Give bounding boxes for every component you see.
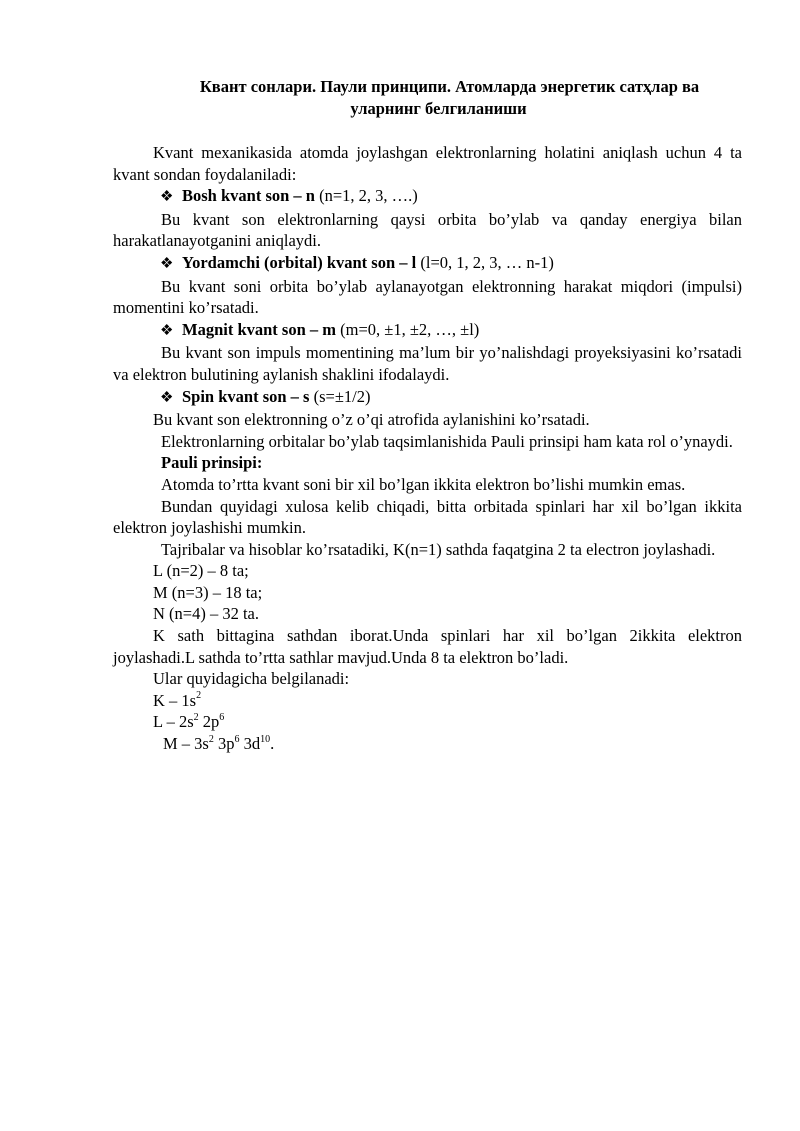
- notation-m-prefix: M – 3s: [163, 734, 209, 754]
- notation-l-p: 2p: [198, 712, 220, 732]
- quantum-number-name: Bosh kvant son – n: [182, 186, 315, 206]
- quantum-number-name: Spin kvant son – s: [182, 386, 310, 406]
- level-line-m: M (n=3) – 18 ta;: [153, 582, 263, 602]
- notation-k: [113, 690, 742, 712]
- notation-m-d: 3d: [239, 734, 261, 754]
- notation-m-exp-p: 6: [234, 733, 240, 745]
- quantum-number-name: Yordamchi (orbital) kvant son – l: [182, 252, 417, 272]
- notation-l: [113, 711, 742, 733]
- title-line-2: уларнинг белгиланиши: [350, 99, 527, 118]
- notation-m-exp-d: 10: [260, 733, 271, 745]
- quantum-number-desc-l: Bu kvant soni orbita bo’ylab aylanayotgan elektronning harakat miqdori (impulsi) momentini ko’rsatadi.: [113, 276, 742, 318]
- title-line-1: Квант сонлари. Паули принципи. Атомларда энергетик сатҳлар ва: [199, 77, 700, 96]
- quantum-number-heading-n: [113, 185, 742, 209]
- pauli-text-paragraph: Atomda to’rtta kvant soni bir xil bo’lgan ikkita elektron bo’lishi mumkin emas.: [161, 474, 686, 494]
- level-line-n: N (n=4) – 32 ta.: [153, 604, 259, 624]
- quantum-number-heading-s: [113, 386, 742, 410]
- page-title: [113, 76, 742, 120]
- notation-intro: Ular quyidagicha belgilanadi:: [153, 669, 350, 689]
- quantum-number-heading-m: [113, 319, 742, 343]
- notation-l-exp-s: 2: [193, 711, 199, 723]
- notation-m-p: 3p: [213, 734, 235, 754]
- quantum-number-range: (l=0, 1, 2, 3, … n-1): [416, 252, 554, 272]
- pauli-heading: [113, 452, 742, 474]
- quantum-number-desc-n: Bu kvant son elektronlarning qaysi orbita bo’ylab va qanday energiya bilan harakatlanayotganini aniqlaydi.: [113, 209, 742, 251]
- quantum-number-range: (n=1, 2, 3, ….): [314, 186, 418, 206]
- notation-k-prefix: K – 1s: [153, 690, 197, 710]
- conclusion-paragraph: Bundan quyidagi xulosa kelib chiqadi, bitta orbitada spinlari har xil bo’lgan ikkita elektron joylashishi mumkin.: [113, 496, 742, 538]
- diamond-bullet-icon: ❖: [160, 389, 174, 406]
- quantum-number-name: Magnit kvant son – m: [182, 319, 337, 339]
- pauli-intro-paragraph: Elektronlarning orbitalar bo’ylab taqsimlanishida Pauli prinsipi ham kata rol o’ynaydi.: [161, 431, 733, 451]
- level-line-l: L (n=2) – 8 ta;: [153, 561, 249, 581]
- document-body: [113, 142, 742, 755]
- intro-paragraph: Kvant mexanikasida atomda joylashgan elektronlarning holatini aniqlash uchun 4 ta kvant sondan foydalaniladi:: [113, 143, 742, 184]
- quantum-number-range: (s=±1/2): [309, 386, 371, 406]
- pauli-heading-text: Pauli prinsipi:: [161, 453, 263, 473]
- quantum-number-range: (m=0, ±1, ±2, …, ±l): [336, 319, 480, 339]
- quantum-number-heading-l: [113, 252, 742, 276]
- notation-l-prefix: L – 2s: [153, 712, 194, 732]
- k-level-paragraph: K sath bittagina sathdan iborat.Unda spinlari har xil bo’lgan 2ikkita elektron joylashadi.L sathda to’rtta sathlar mavjud.Unda 8 ta elektron bo’ladi.: [113, 626, 742, 667]
- notation-m-exp-s: 2: [208, 733, 214, 745]
- quantum-number-desc-m: Bu kvant son impuls momentining ma’lum bir yo’nalishdagi proyeksiyasini ko’rsatadi va elektron bulutining aylanish shaklini ifodalaydi.: [113, 343, 742, 384]
- notation-l-exp-p: 6: [219, 711, 225, 723]
- notation-m: [113, 733, 742, 755]
- quantum-number-desc-s: Bu kvant son elektronning o’z o’qi atrofida aylanishini ko’rsatadi.: [153, 410, 590, 430]
- diamond-bullet-icon: ❖: [160, 189, 174, 206]
- notation-m-suffix: .: [270, 734, 275, 754]
- notation-k-exp: 2: [196, 690, 202, 702]
- diamond-bullet-icon: ❖: [160, 255, 174, 272]
- experiments-paragraph: Tajribalar va hisoblar ko’rsatadiki, K(n=1) sathda faqatgina 2 ta electron joylashadi.: [161, 539, 716, 559]
- diamond-bullet-icon: ❖: [160, 322, 174, 339]
